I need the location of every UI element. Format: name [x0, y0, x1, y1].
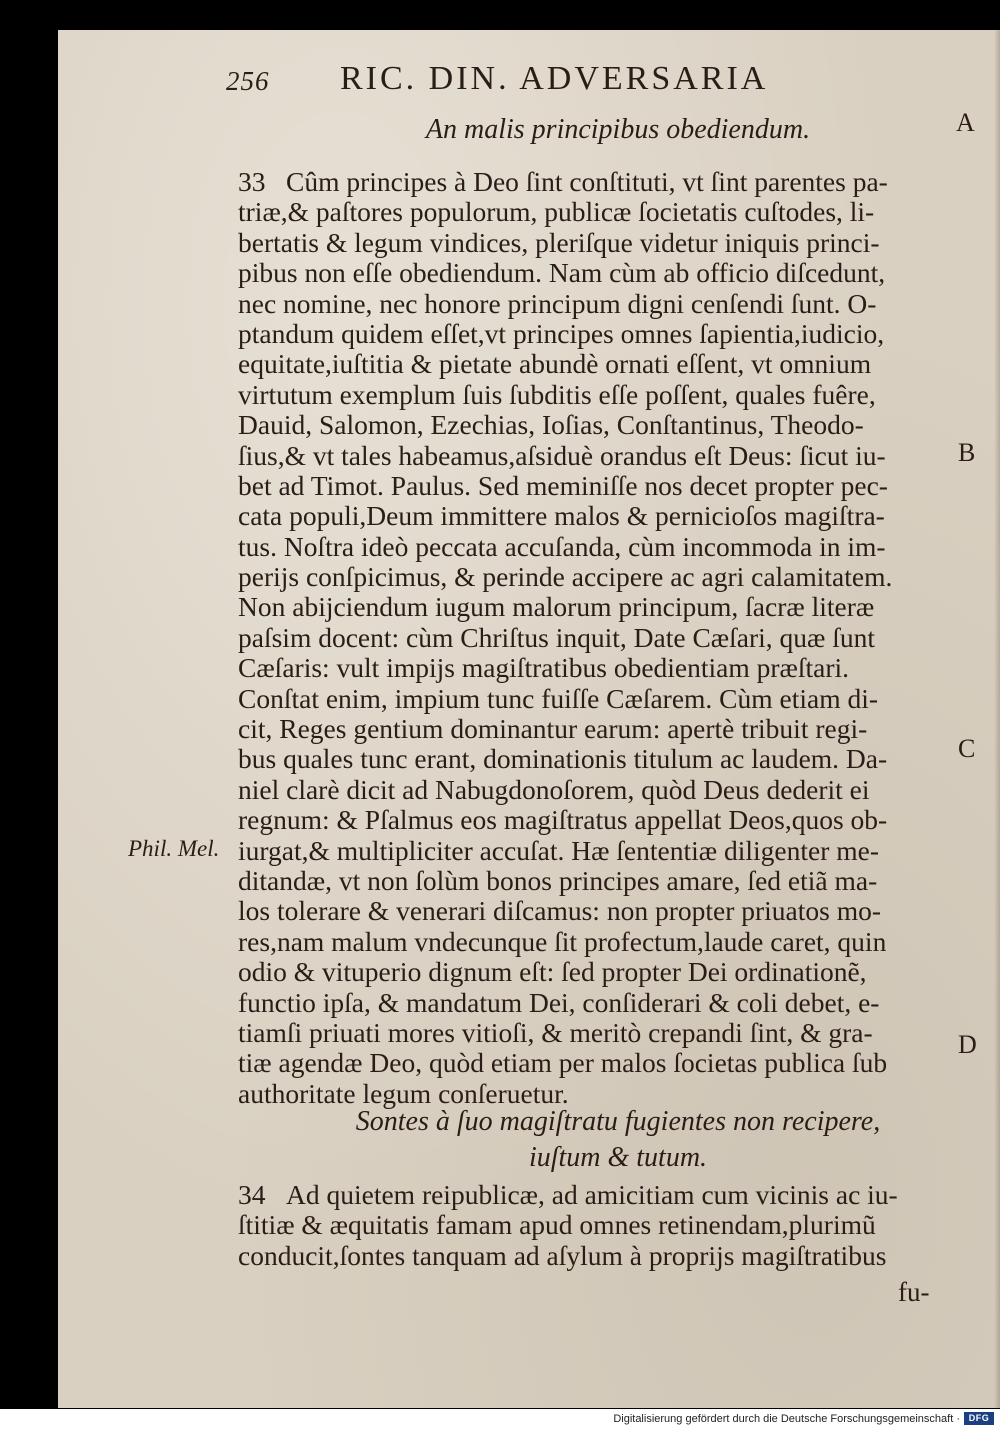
marginal-note: Phil. Mel.	[128, 836, 220, 861]
text-line: triæ,& paſtores populorum, publicæ ſocietatis cuſtodes, li-	[238, 196, 875, 228]
text-line: res,nam malum vndecunque ſit profectum,laude caret, quin	[238, 925, 887, 957]
text-line: bertatis & legum vindices, pleriſque videtur iniquis princi-	[238, 226, 880, 258]
dfg-logo-icon: DFG	[964, 1412, 994, 1425]
text-line: iurgat,& multipliciter accuſat. Hæ ſententiæ diligenter me-	[238, 834, 879, 866]
text-line: Non abijciendum iugum malorum principum, ſacræ literæ	[238, 591, 875, 623]
text-line: paſsim docent: cùm Chriſtus inquit, Date Cæſari, quæ ſunt	[238, 621, 876, 653]
section-34-heading-line-1: Sontes à ſuo magiſtratu fugientes non recipere,	[355, 1106, 881, 1137]
text-line: regnum: & Pſalmus eos magiſtratus appellat Deos,quos ob-	[238, 804, 888, 836]
text-line: tiæ agendæ Deo, quòd etiam per malos ſocietas publica ſub	[238, 1047, 888, 1079]
text-line: los tolerare & venerari diſcamus: non propter priuatos mo-	[238, 895, 882, 927]
margin-marker-c: C	[958, 734, 976, 763]
book-page	[58, 30, 1000, 1408]
text-line: bus quales tunc erant, dominationis titulum ac laudem. Da-	[238, 743, 888, 775]
text-line: bet ad Timot. Paulus. Sed meminiſſe nos decet propter pec-	[238, 469, 888, 501]
section-34-heading-line-2: iuſtum & tutum.	[528, 1142, 708, 1173]
text-line: equitate,iuſtitia & pietate abundè ornati eſſent, vt omnium	[238, 348, 872, 380]
section-34-heading	[238, 1104, 998, 1176]
text-line: conducit,ſontes tanquam ad aſylum à proprijs magiſtratibus	[238, 1239, 887, 1271]
running-title: RIC. DIN. ADVERSARIA	[340, 60, 769, 97]
footer-credit: Digitalisierung gefördert durch die Deutsche Forschungsgemeinschaft ·	[613, 1413, 960, 1425]
text-line: pibus non eſſe obediendum. Nam cùm ab officio diſcedunt,	[238, 257, 886, 289]
running-head	[58, 60, 1000, 104]
margin-marker-d: D	[958, 1030, 977, 1059]
text-line: cit, Reges gentium dominantur earum: apertè tribuit regi-	[238, 713, 868, 745]
section-33-text	[238, 167, 950, 1109]
text-line: tiamſi priuati mores vitioſi, & meritò crepandi ſint, & gra-	[238, 1016, 873, 1048]
text-line: nec nomine, nec honore principum digni cenſendi ſunt. O-	[238, 287, 877, 319]
line-text: Ad quietem reipublicæ, ad amicitiam cum vicinis ac iu-	[286, 1179, 898, 1210]
section-number: 34	[238, 1179, 266, 1210]
section-33-heading: An malis principibus obediendum.	[425, 114, 811, 145]
text-line: tus. Noſtra ideò peccata accuſanda, cùm incommoda in im-	[238, 530, 886, 562]
text-line: Dauid, Salomon, Ezechias, Ioſias, Conſtantinus, Theodo-	[238, 409, 864, 441]
text-line: authoritate legum conſeruetur.	[238, 1077, 569, 1109]
text-line: functio ipſa, & mandatum Dei, conſiderari & coli debet, e-	[238, 986, 880, 1018]
margin-marker-a: A	[956, 108, 975, 137]
text-line: niel clarè dicit ad Nabugdonoſorem, quòd Deus dederit ei	[238, 773, 870, 805]
text-line: ſtitiæ & æquitatis famam apud omnes retinendam,plurimũ	[238, 1209, 876, 1241]
line-text: Cûm principes à Deo ſint conſtituti, vt ſint parentes pa-	[286, 166, 888, 197]
text-line: perijs conſpicimus, & perinde accipere ac agri calamitatem.	[238, 561, 893, 593]
text-line: ptandum quidem eſſet,vt principes omnes ſapientia,iudicio,	[238, 317, 885, 349]
text-line: Cæſaris: vult impijs magiſtratibus obedientiam præſtari.	[238, 652, 850, 684]
text-line	[238, 1180, 950, 1210]
text-line: virtutum exemplum ſuis ſubditis eſſe poſſent, quales fuêre,	[238, 378, 876, 410]
section-number: 33	[238, 166, 266, 197]
text-line: ditandæ, vt non ſolùm bonos principes amare, ſed etiã ma-	[238, 864, 878, 896]
text-line: Conſtat enim, impium tunc fuiſſe Cæſarem. Cùm etiam di-	[238, 682, 879, 714]
text-line	[238, 167, 950, 197]
section-34-text	[238, 1180, 950, 1271]
margin-marker-b: B	[958, 438, 976, 467]
page-number: 256	[226, 66, 270, 96]
catchword: fu-	[898, 1277, 930, 1307]
text-line: odio & vituperio dignum eſt: ſed propter Dei ordinationẽ,	[238, 956, 867, 988]
text-line: cata populi,Deum immittere malos & pernicioſos magiſtra-	[238, 500, 885, 532]
page-edge-shadow	[994, 30, 1000, 1408]
footer-bar	[0, 1409, 1000, 1429]
text-line: ſius,& vt tales habeamus,aſsiduè orandus eſt Deus: ſicut iu-	[238, 439, 886, 471]
